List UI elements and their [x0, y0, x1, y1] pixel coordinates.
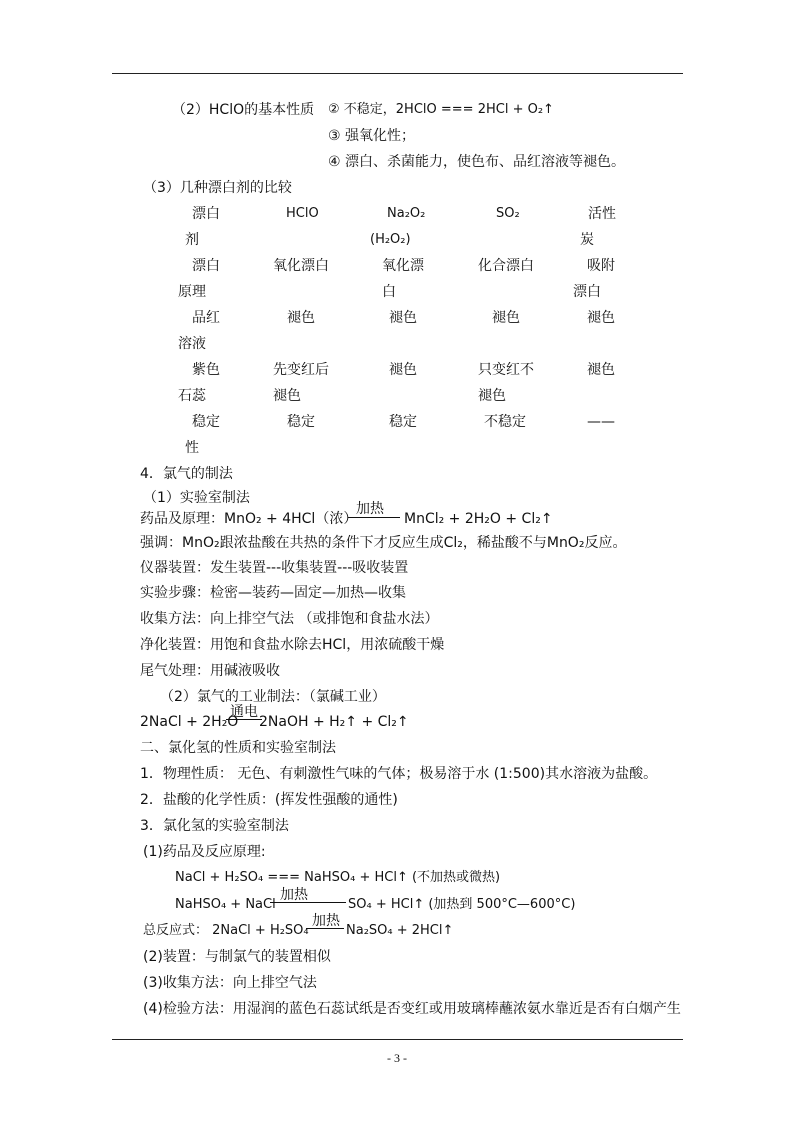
bleach-header-cell: SO₂: [496, 206, 520, 221]
bleach-row2-cell: 褪色: [587, 310, 615, 326]
page-number: - 3 -: [387, 1051, 407, 1065]
heat-condition-label: 加热: [312, 913, 340, 929]
bleach-header-cell: 炭: [580, 232, 594, 248]
hcl-apparatus: (2)装置：与制氯气的装置相似: [143, 949, 331, 965]
hcl-lab-heading: 3．氯化氢的实验室制法: [140, 818, 289, 834]
cl2-purify: 净化装置：用饱和食盐水除去HCl，用浓硫酸干燥: [140, 637, 445, 653]
bleach-row2-cell: 褪色: [287, 310, 315, 326]
bleach-row1-cell: 氧化漂白: [273, 258, 329, 274]
reaction-arrow: [348, 517, 400, 518]
reaction-arrow: [226, 719, 262, 720]
hcl-equation-1: NaCl + H₂SO₄ === NaHSO₄ + HCl↑ (不加热或微热): [175, 870, 501, 885]
bleach-row2-cell: 溶液: [178, 336, 206, 352]
bleach-title: （3）几种漂白剂的比较: [143, 180, 292, 196]
hcl-equation-2-right: SO₄ + HCl↑ (加热到 500°C—600°C): [348, 897, 576, 912]
bleach-row1-cell: 化合漂白: [478, 258, 534, 274]
hcl-total-left: 总反应式： 2NaCl + H₂SO₄: [143, 923, 309, 938]
cl2-collect: 收集方法：向上排空气法 （或排饱和食盐水法）: [140, 611, 439, 627]
heat-condition-label: 加热: [356, 501, 384, 517]
bleach-header-cell: 剂: [185, 232, 199, 248]
bleach-header-cell: 活性: [588, 206, 616, 222]
bleach-row4-cell: 稳定: [287, 414, 315, 430]
bleach-row3-cell: 只变红不: [478, 362, 534, 378]
electrolysis-condition-label: 通电: [230, 704, 258, 720]
hcl-total-right: Na₂SO₄ + 2HCl↑: [346, 923, 454, 938]
bleach-row3-cell: 先变红后: [273, 362, 329, 378]
electrolysis-left: 2NaCl + 2H₂O: [140, 714, 239, 730]
header-rule: [112, 73, 683, 74]
hcl-collect: (3)收集方法：向上排空气法: [143, 975, 317, 991]
bleach-row4-cell: 性: [185, 440, 199, 456]
cl2-steps: 实验步骤：检密—装药—固定—加热—收集: [140, 585, 406, 601]
bleach-row3-cell: 褪色: [587, 362, 615, 378]
heat-condition-label: 加热: [280, 887, 308, 903]
cl2-reagent-right: MnCl₂ + 2H₂O + Cl₂↑: [404, 511, 553, 527]
hcl-heading: 二、氯化氢的性质和实验室制法: [140, 740, 336, 756]
bleach-header-cell: Na₂O₂: [387, 206, 426, 221]
bleach-row4-cell: ——: [587, 414, 615, 430]
hcl-physical: 1．物理性质： 无色、有刺激性气味的气体；极易溶于水 (1:500)其水溶液为盐酸。: [140, 766, 658, 782]
electrolysis-right: 2NaOH + H₂↑ + Cl₂↑: [259, 714, 409, 730]
bleach-row2-cell: 品红: [192, 310, 220, 326]
bleach-row2-cell: 褪色: [389, 310, 417, 326]
hclo-item-2: ② 不稳定，2HClO === 2HCl + O₂↑: [328, 102, 554, 117]
cl2-tail: 尾气处理：用碱液吸收: [140, 663, 280, 679]
hcl-chemical: 2．盐酸的化学性质：(挥发性强酸的通性): [140, 792, 398, 808]
reaction-arrow: [306, 928, 344, 929]
bleach-row2-cell: 褪色: [492, 310, 520, 326]
hclo-item-3: ③ 强氧化性；: [328, 128, 416, 144]
cl2-apparatus: 仪器装置：发生装置---收集装置---吸收装置: [140, 560, 409, 576]
bleach-header-cell: 漂白: [192, 206, 220, 222]
hclo-item-4: ④ 漂白、杀菌能力，使色布、品红溶液等褪色。: [328, 154, 625, 170]
cl2-prep-heading: 4．氯气的制法: [140, 466, 233, 482]
cl2-emphasis: 强调：MnO₂跟浓盐酸在共热的条件下才反应生成Cl₂，稀盐酸不与MnO₂反应。: [140, 535, 627, 551]
bleach-row3-cell: 褪色: [273, 388, 301, 404]
hclo-label: （2）HClO的基本性质: [172, 102, 315, 118]
hcl-reagent-heading: (1)药品及反应原理:: [143, 844, 266, 860]
bleach-row1-cell: 漂白: [192, 258, 220, 274]
cl2-reagent-left: 药品及原理：MnO₂ + 4HCl（浓）: [140, 511, 358, 527]
bleach-row3-cell: 褪色: [389, 362, 417, 378]
bleach-row3-cell: 石蕊: [178, 388, 206, 404]
bleach-row4-cell: 稳定: [192, 414, 220, 430]
cl2-lab-heading: （1）实验室制法: [143, 490, 250, 506]
bleach-row1-cell: 原理: [178, 284, 206, 300]
reaction-arrow: [270, 902, 346, 903]
bleach-row3-cell: 褪色: [478, 388, 506, 404]
footer-rule: [112, 1039, 683, 1040]
bleach-row4-cell: 不稳定: [484, 414, 526, 430]
bleach-header-cell: (H₂O₂): [370, 232, 411, 247]
bleach-row3-cell: 紫色: [192, 362, 220, 378]
bleach-row1-cell: 氧化漂: [382, 258, 424, 274]
bleach-row1-cell: 吸附: [587, 258, 615, 274]
hcl-equation-2-left: NaHSO₄ + NaCl: [175, 897, 276, 912]
bleach-header-cell: HClO: [286, 206, 319, 221]
bleach-row4-cell: 稳定: [389, 414, 417, 430]
cl2-industry: （2）氯气的工业制法：（氯碱工业）: [160, 689, 386, 705]
bleach-row1-cell: 漂白: [573, 284, 601, 300]
bleach-row1-cell: 白: [382, 284, 396, 300]
hcl-test: (4)检验方法：用湿润的蓝色石蕊试纸是否变红或用玻璃棒蘸浓氨水靠近是否有白烟产生: [143, 1001, 681, 1017]
